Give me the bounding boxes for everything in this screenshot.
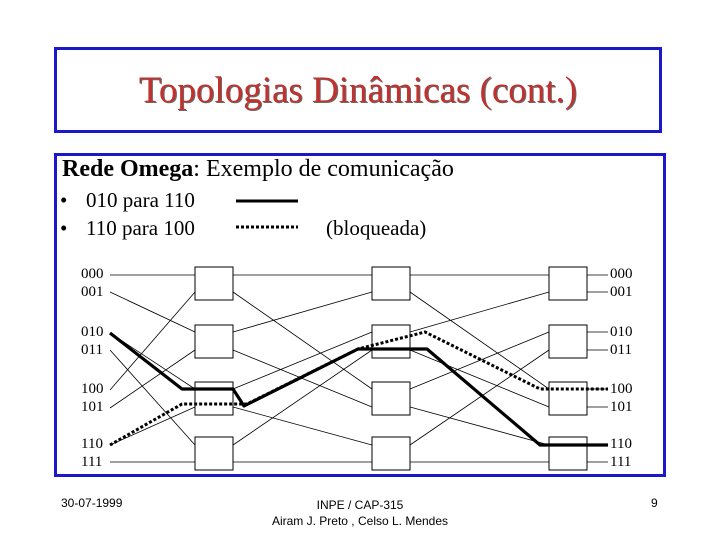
footer-source-line-1: INPE / CAP-315 <box>316 498 404 512</box>
switch-s1-2 <box>195 382 233 415</box>
switch-s2-3 <box>372 437 410 470</box>
switch-s3-2 <box>549 382 587 415</box>
switch-s1-1 <box>195 325 233 358</box>
input-port-1: 001 <box>81 284 104 300</box>
switch-s1-0 <box>195 267 233 300</box>
switch-s3-0 <box>549 267 587 300</box>
output-port-3: 011 <box>610 342 632 358</box>
output-port-0: 000 <box>610 266 633 282</box>
input-port-0: 000 <box>81 266 104 282</box>
output-port-1: 001 <box>610 284 633 300</box>
interconnect-wires <box>110 275 608 462</box>
input-port-5: 101 <box>81 399 104 415</box>
input-port-6: 110 <box>81 436 103 452</box>
page-number: 9 <box>651 496 658 510</box>
output-port-5: 101 <box>610 399 633 415</box>
switch-s2-2 <box>372 382 410 415</box>
input-port-3: 011 <box>81 342 103 358</box>
footer-source-line-2: Airam J. Preto , Celso L. Mendes <box>271 514 449 528</box>
input-port-2: 010 <box>81 324 104 340</box>
bullet-marker-1: • <box>60 188 68 212</box>
switch-s1-3 <box>195 437 233 470</box>
bullet-text-2: 110 para 100 <box>86 216 195 240</box>
subtitle-bold: Rede Omega <box>62 156 194 182</box>
bullet-marker-2: • <box>60 216 68 240</box>
subtitle-rest: : Exemplo de comunicação <box>193 156 454 182</box>
bullet-text-1: 010 para 110 <box>86 188 195 212</box>
output-port-2: 010 <box>610 324 633 340</box>
input-port-4: 100 <box>81 381 104 397</box>
output-port-4: 100 <box>610 381 633 397</box>
input-port-7: 111 <box>81 454 103 470</box>
footer-date: 30-07-1999 <box>61 496 123 510</box>
switch-s2-0 <box>372 267 410 300</box>
blocked-label: (bloqueada) <box>326 216 427 240</box>
switch-s3-3 <box>549 437 587 470</box>
switch-s3-1 <box>549 325 587 358</box>
output-port-6: 110 <box>610 436 632 452</box>
slide-title: Topologias Dinâmicas (cont.) <box>138 69 578 111</box>
output-port-7: 111 <box>610 454 632 470</box>
